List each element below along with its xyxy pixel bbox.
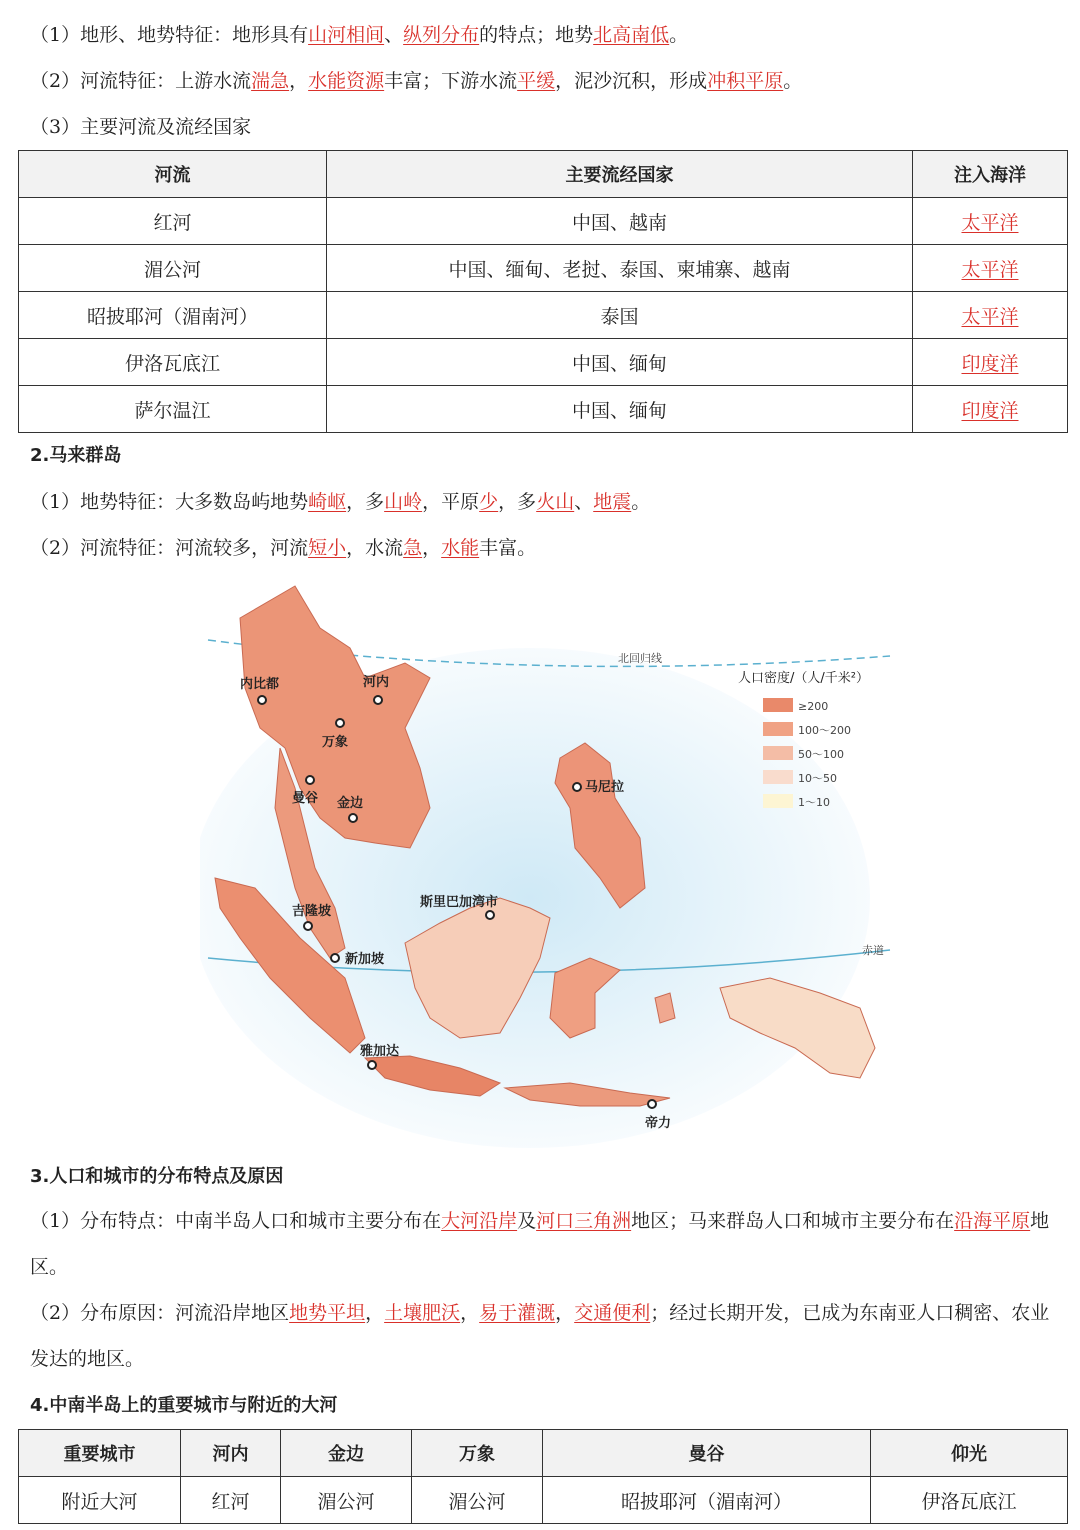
malay-river-paragraph: （2）河流特征：河流较多，河流短小，水流急，水能丰富。 <box>30 537 537 559</box>
answer-keyword: 水能 <box>441 537 480 559</box>
terrain-paragraph: （1）地形、地势特征：地形具有山河相间、纵列分布的特点；地势北高南低。 <box>30 24 689 46</box>
reason-paragraph: （2）分布原因：河流沿岸地区地势平坦，土壤肥沃，易于灌溉，交通便利；经过长期开发，已成为东南亚人口稠密、农业发达的地区。 <box>30 1302 1050 1370</box>
legend-label: ≥200 <box>798 700 829 713</box>
city-dot <box>336 719 344 727</box>
population-density-map <box>200 578 900 1148</box>
table-row: 萨尔温江 中国、缅甸 印度洋 <box>19 386 1068 433</box>
city-label: 万象 <box>322 735 349 750</box>
city-label: 曼谷 <box>292 791 319 806</box>
answer-keyword: 大河沿岸 <box>441 1210 518 1232</box>
river-feature-paragraph: （2）河流特征：上游水流湍急，水能资源丰富；下游水流平缓，泥沙沉积，形成冲积平原。 <box>30 70 803 92</box>
answer-keyword: 急 <box>403 537 423 559</box>
section-heading-cities: 4.中南半岛上的重要城市与附近的大河 <box>30 1395 338 1416</box>
answer-keyword: 山岭 <box>384 491 423 513</box>
city-label: 马尼拉 <box>585 780 625 795</box>
city-dot <box>648 1100 656 1108</box>
distribution-paragraph: （1）分布特点：中南半岛人口和城市主要分布在大河沿岸及河口三角洲地区；马来群岛人口和城市主要分布在沿海平原地区。 <box>30 1210 1050 1278</box>
section-heading-population: 3.人口和城市的分布特点及原因 <box>30 1166 284 1187</box>
section-heading-malay: 2.马来群岛 <box>30 445 122 466</box>
answer-keyword: 纵列分布 <box>403 24 480 46</box>
answer-keyword: 易于灌溉 <box>479 1302 556 1324</box>
table-row: 湄公河 中国、缅甸、老挝、泰国、柬埔寨、越南 太平洋 <box>19 245 1068 292</box>
city-dot <box>306 776 314 784</box>
rivers-subheading: （3）主要河流及流经国家 <box>30 116 252 138</box>
answer-keyword: 地势平坦 <box>289 1302 366 1324</box>
malay-terrain-paragraph: （1）地势特征：大多数岛屿地势崎岖，多山岭，平原少，多火山、地震。 <box>30 491 651 513</box>
legend-swatch <box>763 746 793 760</box>
city-dot <box>349 814 357 822</box>
city-river-table <box>18 1429 1068 1524</box>
city-label: 帝力 <box>645 1116 672 1131</box>
answer-keyword: 平缓 <box>517 70 556 92</box>
city-dot <box>331 954 339 962</box>
answer-keyword: 沿海平原 <box>954 1210 1031 1232</box>
answer-keyword: 短小 <box>308 537 347 559</box>
city-label: 内比都 <box>240 677 280 692</box>
answer-keyword: 湍急 <box>251 70 290 92</box>
answer-keyword: 北高南低 <box>593 24 670 46</box>
city-dot <box>573 783 581 791</box>
answer-keyword: 冲积平原 <box>707 70 784 92</box>
city-label: 雅加达 <box>360 1044 400 1059</box>
table-row: 昭披耶河（湄南河） 泰国 太平洋 <box>19 292 1068 339</box>
answer-keyword: 河口三角洲 <box>536 1210 632 1232</box>
legend-swatch <box>763 770 793 784</box>
answer-keyword: 山河相间 <box>308 24 385 46</box>
answer-keyword: 火山 <box>536 491 575 513</box>
city-dot <box>486 911 494 919</box>
legend-label: 1～10 <box>798 796 830 809</box>
legend-label: 50～100 <box>798 748 844 761</box>
table-row: 伊洛瓦底江 中国、缅甸 印度洋 <box>19 339 1068 386</box>
legend-label: 100～200 <box>798 724 851 737</box>
legend-title: 人口密度/（人/千米²） <box>738 671 869 686</box>
river-table <box>18 150 1068 433</box>
city-label: 吉隆坡 <box>292 904 332 919</box>
city-dot <box>258 696 266 704</box>
city-label: 河内 <box>363 675 390 690</box>
city-dot <box>374 696 382 704</box>
answer-keyword: 交通便利 <box>574 1302 651 1324</box>
city-dot <box>304 922 312 930</box>
city-label: 新加坡 <box>345 952 385 967</box>
legend-swatch <box>763 794 793 808</box>
answer-keyword: 崎岖 <box>308 491 347 513</box>
legend-swatch <box>763 722 793 736</box>
table-row: 附近大河 红河 湄公河 湄公河 昭披耶河（湄南河） 伊洛瓦底江 <box>19 1477 1068 1524</box>
answer-keyword: 少 <box>479 491 499 513</box>
answer-keyword: 水能资源 <box>308 70 385 92</box>
tropic-label: 北回归线 <box>618 652 662 665</box>
legend-swatch <box>763 698 793 712</box>
table-header-row: 重要城市 河内 金边 万象 曼谷 仰光 <box>19 1430 1068 1477</box>
legend-label: 10～50 <box>798 772 837 785</box>
table-row: 红河 中国、越南 太平洋 <box>19 198 1068 245</box>
answer-keyword: 土壤肥沃 <box>384 1302 461 1324</box>
table-header-row: 河流 主要流经国家 注入海洋 <box>19 151 1068 198</box>
city-dot <box>368 1061 376 1069</box>
city-label: 金边 <box>337 796 364 811</box>
equator-label: 赤道 <box>862 944 884 957</box>
city-label: 斯里巴加湾市 <box>420 895 499 910</box>
answer-keyword: 地震 <box>593 491 632 513</box>
